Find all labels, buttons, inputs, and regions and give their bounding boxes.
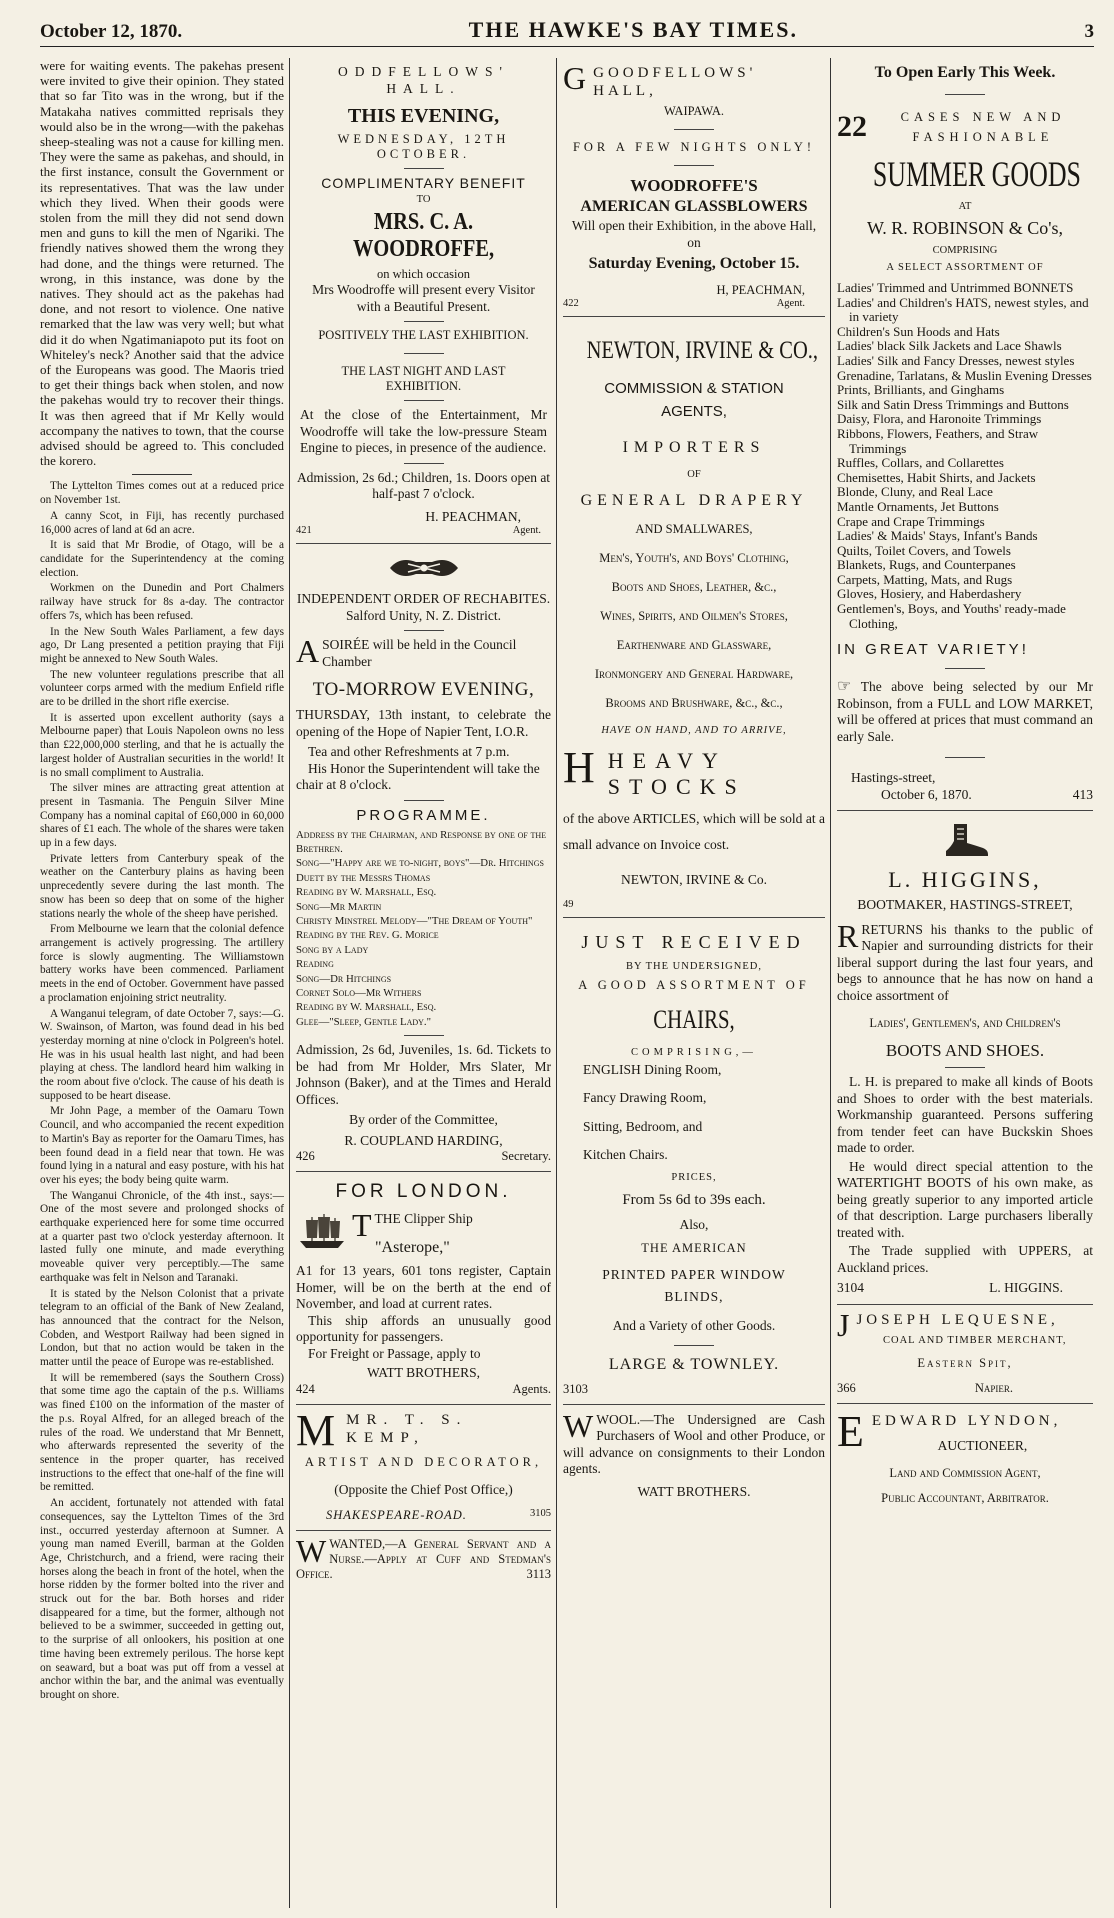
- ad-heading: THIS EVENING,: [347, 105, 500, 127]
- ad-number: 413: [1072, 786, 1093, 802]
- ad-date: Saturday Evening, October 15.: [588, 255, 800, 272]
- ad-text: Admission, 2s 6d, Juveniles, 1s. 6d. Tickets to be had from Mr Holder, Mrs Slater, Mr Johnson (Baker), and at the Times and Herald Offices.: [296, 1042, 551, 1107]
- divider: [404, 168, 444, 169]
- ad-number: 3103: [563, 1381, 588, 1396]
- ad-text: (Opposite the Chief Post Office,): [334, 1481, 513, 1497]
- ad-text: Public Accountant, Arbitrator.: [881, 1491, 1049, 1506]
- ad-text: on which occasion: [376, 267, 471, 281]
- programme-item: Glee—"Sleep, Gentle Lady.": [296, 1015, 432, 1028]
- goods-line: Ironmongery and General Hardware,: [594, 667, 794, 681]
- chairs-line: Fancy Drawing Room,: [583, 1090, 707, 1105]
- goods-item: Silk and Satin Dress Trimmings and Buttons: [837, 396, 1069, 412]
- ad-text: POSITIVELY THE LAST EXHIBITION.: [318, 328, 529, 342]
- ad-text: HAVE ON HAND, AND TO ARRIVE,: [601, 725, 787, 736]
- divider: [945, 668, 985, 669]
- ad-title: EDWARD LYNDON,: [871, 1412, 1062, 1429]
- goods-item: Ladies' black Silk Jackets and Lace Shawls: [837, 338, 1062, 354]
- programme-item: Song—"Happy are we to-night, boys"—Dr. Hitchings: [296, 857, 544, 870]
- programme-heading: PROGRAMME.: [356, 806, 491, 824]
- ad-text: A SELECT ASSORTMENT OF: [886, 262, 1044, 273]
- divider: [404, 463, 444, 464]
- ad-text: SOIRÉE will be held in the Council Chamber: [322, 637, 517, 669]
- news-item: An accident, fortunately not attended with fatal consequences, say the Lyttelton Times of the 3rd inst., occurred yesterday afternoon at Sumner. A young man named Everill, barman at the Golden Age, Christchurch, and a friend, were racing their horses along the beach in front of the hotel, when the horse ridden by the former bolted into the river and struck out for the bar. Both horses and rider disappeared for a time, but the former, although not believed to be a swimmer, succeeded in getting out, to the surprise of all onlookers, his position at one time having been extremely perilous. The horse kept on seaward, but a boat was put off from a vessel at anchor within the bar, and the animal was eventually brought on shore.: [40, 1497, 284, 1701]
- ad-text: PRICES,: [671, 1171, 717, 1183]
- goods-item: Blonde, Cluny, and Real Lace: [837, 484, 993, 500]
- programme-item: Duett by the Messrs Thomas: [296, 871, 431, 884]
- goods-item: Quilts, Toilet Covers, and Towels: [837, 542, 1011, 558]
- ad-text: ARTIST AND DECORATOR,: [304, 1454, 543, 1469]
- programme-item: Song by a Lady: [296, 943, 369, 956]
- ad-heading: GENERAL DRAPERY: [580, 492, 808, 509]
- goods-item: Ribbons, Flowers, Feathers, and Straw Trimmings: [837, 425, 1039, 456]
- ad-text: PRINTED PAPER WINDOW BLINDS,: [602, 1267, 786, 1304]
- programme-item: Cornet Solo—Mr Withers: [296, 986, 422, 999]
- column-rule: [830, 58, 831, 1908]
- news-lead-paragraph: were for waiting events. The pakehas present were invited to give their opinion. They stated that so far Tito was in the wrong, but if the Matakaha natives committed reprisals they would also be in the wrong—with the pakehas sheep-stealing was not a cause for killing men. They were the same as pakehas, and should, in the first instance, consult the Government or its representatives. That was the law under which they lived. When their goods were stolen from the mill they did not send down men and guns to kill the men of Ngariki. The friendly natives showed them the wrong they had done, and the things were returned. The wrong, in this instance, was done by the natives. They should act as the pakehas had done, and not resort to violence. One native remarked that the law was very well; but what did it do when Ngatimaniapoto put its foot on Whiteley's neck? Another said that the advice of the Europeans was good. The Maoris tried to get their things back when stolen, and now the pakehas would try to recover their things. It was then agreed that if Mr Kelly would accompany the natives to town, that the course advised should be agreed to. This concluded the korero.: [40, 58, 284, 469]
- goods-item: Ladies' and Children's HATS, newest styles, and in variety: [837, 294, 1089, 325]
- divider: [404, 800, 444, 801]
- ad-text: Mrs Woodroffe will present every Visitor with a Beautiful Present.: [312, 282, 535, 314]
- ad-text: FOR A FEW NIGHTS ONLY!: [572, 140, 816, 154]
- wanted-ad: WWANTED,—A General Servant and a Nurse.—Apply at Cuff and Stedman's Office. 3113: [296, 1533, 551, 1582]
- ad-subtitle: Salford Unity, N. Z. District.: [345, 607, 502, 623]
- ad-heading: WOODROFFE'S: [630, 176, 758, 195]
- goods-list: [563, 522, 825, 711]
- programme-item: Reading by W. Marshall, Esq.: [296, 886, 437, 899]
- divider: [674, 1345, 714, 1346]
- ad-heading: AMERICAN GLASSBLOWERS: [580, 198, 808, 215]
- divider: [674, 129, 714, 130]
- ad-text: AT: [958, 201, 972, 212]
- goods-line: Boots and Shoes, Leather, &c.,: [611, 580, 777, 594]
- news-item: It is said that Mr Brodie, of Otago, will be a candidate for the Superintendency at the coming election.: [40, 539, 284, 579]
- programme-list: [296, 828, 551, 1030]
- goods-item: Ladies' Trimmed and Untrimmed BONNETS: [837, 280, 1074, 295]
- issue-date: October 12, 1870.: [40, 21, 183, 42]
- ad-text: RETURNS his thanks to the public of Napier and surrounding districts for their liberal support during the last four years, and begs to announce that he has now on hand a choice assortment of: [837, 921, 1093, 1003]
- ad-text: And a Variety of other Goods.: [612, 1318, 776, 1333]
- news-item: It will be remembered (says the Southern Cross) that some time ago the captain of the p.s. Williams was fined £100 on the information of the master of the p.s. Royal Alfred, for an alleged breach of the rules of the road. We understand that Mr Bennett, who afterwards represented the severity of the sentence in the proper quarter, has received instructions to the effect that one-half of the fine will be remitted.: [40, 1371, 284, 1494]
- ad-text: Eastern Spit,: [917, 1355, 1013, 1370]
- divider: [945, 757, 985, 758]
- ad-role: Agent.: [512, 525, 541, 536]
- cases-count: 22: [837, 110, 867, 143]
- ad-title: INDEPENDENT ORDER OF RECHABITES.: [296, 591, 551, 606]
- goods-item: Mantle Ornaments, Jet Buttons: [837, 498, 999, 514]
- ad-text: SHAKESPEARE-ROAD.: [326, 1508, 467, 1523]
- ad-title: FOR LONDON.: [335, 1181, 512, 1203]
- divider: [404, 400, 444, 401]
- goods-item: Daisy, Flora, and Haronoite Trimmings: [837, 411, 1042, 427]
- ad-signer: NEWTON, IRVINE & Co.: [620, 872, 768, 887]
- news-item: Mr John Page, a member of the Oamaru Town Council, and who accompanied the recent expedition to Martin's Bay as reporter for the Oamaru Times, has been found dead in a field near that town. He was found lying in a natural and easy posture, with his hat over his eyes; the body being quite warm.: [40, 1105, 284, 1186]
- ad-text: Also,: [679, 1216, 709, 1232]
- divider: [132, 474, 192, 475]
- divider: [945, 94, 985, 95]
- lyndon-ad: EEDWARD LYNDON, AUCTIONEER, Land and Commission Agent, Public Accountant, Arbitrator.: [837, 1404, 1093, 1507]
- goods-item: Ladies' Silk and Fancy Dresses, newest styles: [837, 352, 1075, 368]
- goods-line: Men's, Youth's, and Boys' Clothing,: [599, 551, 789, 565]
- ad-signer: L. HIGGINS.: [989, 1280, 1063, 1296]
- programme-item: Song—Dr Hitchings: [296, 972, 392, 985]
- ad-text: WANTED,—A General Servant and a Nurse.—Apply at Cuff and Stedman's Office.: [296, 1537, 551, 1582]
- ad-text: THURSDAY, 13th instant, to celebrate the opening of the Hope of Napier Tent, I.O.R.: [296, 707, 551, 739]
- ad-title: JOSEPH LEQUESNE,: [856, 1311, 1059, 1328]
- ad-subtitle: BOOTMAKER, HASTINGS-STREET,: [857, 897, 1073, 913]
- goods-item: Gentlemen's, Boys, and Youths' ready-made Clothing,: [837, 601, 1066, 631]
- news-item: It is asserted upon excellent authority (says a Melbourne paper) that Louis Napoleon owns no less than £22,000,000 sterling, and that he is actually the largest holder of Australian securities in the world! It is no small compliment to Australia.: [40, 711, 284, 779]
- ad-text: This ship affords an unusually good opportunity for passengers.: [296, 1312, 551, 1345]
- ad-heading: IN GREAT VARIETY!: [837, 641, 1029, 659]
- programme-item: Reading by W. Marshall, Esq.: [296, 1001, 437, 1014]
- ad-heading: SUMMER GOODS: [872, 154, 1081, 194]
- ad-subtitle: COMMISSION & STATION AGENTS,: [604, 380, 784, 420]
- programme-item: Christy Minstrel Melody—"The Dream of Youth": [296, 914, 533, 927]
- news-item: In the New South Wales Parliament, a few days ago, Dr Lang presented a petition praying that Fiji might be annexed to New South Wales.: [40, 625, 284, 665]
- ad-text: THE Clipper Ship: [374, 1211, 473, 1227]
- programme-item: Address by the Chairman, and Response by one of the Brethren.: [296, 828, 547, 855]
- programme-item: Reading: [296, 958, 334, 971]
- ad-signer: WATT BROTHERS.: [637, 1483, 751, 1499]
- goods-item: Children's Sun Hoods and Hats: [837, 323, 1000, 339]
- ad-text: At the close of the Entertainment, Mr Woodroffe will take the low-pressure Steam Engine to pieces, in presence of the audience.: [300, 407, 547, 455]
- ship-name: "Asterope,": [374, 1239, 450, 1257]
- ad-text: His Honor the Superintendent will take the chair at 8 o'clock.: [296, 760, 540, 792]
- wool-ad: WWOOL.—The Undersigned are Cash Purchasers of Wool and other Produce, or will advance on consignments to their London agents. WATT BROTHERS.: [563, 1407, 825, 1499]
- ad-heading: IMPORTERS: [622, 439, 766, 456]
- lequesne-ad: JJOSEPH LEQUESNE, COAL AND TIMBER MERCHANT, Eastern Spit, 366 Napier.: [837, 1305, 1093, 1404]
- goods-item: Gloves, Hosiery, and Haberdashery: [837, 586, 1022, 602]
- chairs-line: Sitting, Bedroom, and: [583, 1118, 703, 1134]
- page-number: 3: [1084, 21, 1094, 42]
- goods-item: Crape and Crape Trimmings: [837, 513, 985, 529]
- goods-item: Chemisettes, Habit Shirts, and Jackets: [837, 469, 1036, 485]
- news-item: A canny Scot, in Fiji, has recently purchased 16,000 acres of land at 6d an acre.: [40, 509, 284, 536]
- divider: [404, 353, 444, 354]
- ad-signer: H, PEACHMAN,: [716, 283, 805, 297]
- divider: [945, 1067, 985, 1068]
- divider: [404, 321, 444, 322]
- ad-number: 49: [563, 898, 574, 910]
- rechabites-ad: INDEPENDENT ORDER OF RECHABITES. Salford Unity, N. Z. District. ASOIRÉE will be held in the Council Chamber TO-MORROW EVENING, THURSDAY, 13th instant, to celebrate the opening of the Hope of Napier Tent, I.O.R. Tea and other Refreshments at 7 p.m. His Honor the Superintendent will take the chair at 8 o'clock. PROGRAMME. Address by the Chairman, and Response by one of the Brethren. Song—"Happy are we to-night, boys"—Dr. Hitchings Duett by the Messrs Thomas Reading by W. Marshall, Esq. Song—Mr Martin Christy Minstrel Melody—"The Dream of Youth" Reading by the Rev. G. Morice Song by a Lady Reading Song—Dr Hitchings Cornet Solo—Mr Withers Reading by W. Marshall, Esq. Glee—"Sleep, Gentle Lady." Admission, 2s 6d, Juveniles, 1s. 6d. Tickets to be had from Mr Holder, Mrs Slater, Mr Johnson (Baker), and at the Times and Herald Offices. By order of the Committee, R. COUPLAND HARDING, 426 Secretary.: [296, 544, 551, 1172]
- ad-title: MR. T. S. KEMP,: [346, 1411, 468, 1446]
- ad-text: L. H. is prepared to make all kinds of Boots and Shoes to order with the best materials. Workmanship guaranteed. Persons suffering from tender feet can have Buckskin Shoes made to order.: [837, 1074, 1093, 1156]
- ad-heading: TO-MORROW EVENING,: [312, 679, 535, 700]
- paper-title: THE HAWKE'S BAY TIMES.: [468, 17, 798, 42]
- masthead: [40, 12, 1094, 47]
- ad-firm: W. R. ROBINSON & Co's,: [866, 218, 1064, 238]
- ad-subtitle: CASES NEW AND FASHIONABLE: [900, 110, 1066, 144]
- programme-item: Song—Mr Martin: [296, 900, 382, 913]
- ad-number: 3104: [837, 1280, 864, 1296]
- ad-title: NEWTON, IRVINE & CO.,: [586, 337, 819, 364]
- ad-text: COMPRISING: [932, 245, 998, 256]
- chairs-line: ENGLISH Dining Room,: [583, 1061, 722, 1077]
- ad-text: Tea and other Refreshments at 7 p.m.: [308, 744, 510, 759]
- oddfellows-ad: [296, 58, 551, 544]
- news-item: A Wanganui telegram, of date October 7, says:—G. W. Swainson, of Marton, was found dead in his bed yesterday morning at nine o'clock in Polgreen's hotel. He was in his usual health last night, and had been playing at chess. The landlord heard him walking in the room about five o'clock. The cause of his death is supposed to be heart disease.: [40, 1007, 284, 1102]
- ad-text: AUCTIONEER,: [937, 1437, 1028, 1453]
- goods-item: Ruffles, Collars, and Collarettes: [837, 455, 1004, 471]
- ad-text: A GOOD ASSORTMENT OF: [578, 977, 810, 992]
- robinson-ad: [837, 58, 1093, 811]
- ad-text: He would direct special attention to the WATERTIGHT BOOTS of his own make, as being greatly superior to any imported article of that description. Large purchasers liberally treated with.: [837, 1158, 1093, 1240]
- ad-text: COMPRISING,—: [631, 1046, 757, 1058]
- higgins-ad: L. HIGGINS, BOOTMAKER, HASTINGS-STREET, RRETURNS his thanks to the public of Napier and surrounding districts for their liberal support during the last four years, and begs to announce that he has now on hand a choice assortment of Ladies', Gentlemen's, and Children's BOOTS AND SHOES. L. H. is prepared to make all kinds of Boots and Shoes to order with the best materials. Workmanship guaranteed. Persons suffering from tender feet can have Buckskin Shoes made to order. He would direct special attention to the WATERTIGHT BOOTS of his own make, as being greatly superior to any imported article of that description. Large purchasers liberally treated with. The Trade supplied with UPPERS, at Auckland prices. 3104 L. HIGGINS.: [837, 811, 1093, 1305]
- ad-number: 3113: [526, 1567, 551, 1582]
- ad-text: From 5s 6d to 39s each.: [622, 1191, 766, 1208]
- ad-text: The Trade supplied with UPPERS, at Auckland prices.: [837, 1243, 1093, 1275]
- goods-line: Earthenware and Glassware,: [616, 638, 772, 652]
- clasped-hands-icon: [386, 550, 462, 586]
- ad-signer: H. PEACHMAN,: [425, 508, 521, 524]
- ad-text: COAL AND TIMBER MERCHANT,: [882, 1334, 1067, 1346]
- news-column: [40, 58, 284, 1910]
- ad-text: For Freight or Passage, apply to: [308, 1345, 481, 1361]
- news-items: [40, 480, 284, 1702]
- goods-line: Wines, Spirits, and Oilmen's Stores,: [600, 609, 788, 623]
- ad-column-2: [296, 58, 551, 1910]
- kemp-ad: MMR. T. S. KEMP, ARTIST AND DECORATOR, (Opposite the Chief Post Office,) SHAKESPEARE-ROAD. 3105: [296, 1405, 551, 1532]
- sailing-ship-icon: [296, 1211, 348, 1251]
- goods-item: Prints, Brilliants, and Ginghams: [837, 382, 1005, 398]
- news-item: Workmen on the Dunedin and Port Chalmers railway have struck for 8s a-day. The contractor offers 7s, which has been refused.: [40, 582, 284, 622]
- ad-text: TO: [416, 194, 431, 205]
- ad-number: 3105: [530, 1508, 551, 1520]
- ad-title: L. HIGGINS,: [888, 867, 1042, 893]
- ad-signer: WATT BROTHERS,: [366, 1365, 480, 1381]
- news-item: The Lyttelton Times comes out at a reduced price on November 1st.: [40, 480, 284, 507]
- goods-item: Blankets, Rugs, and Counterpanes: [837, 557, 1016, 573]
- ad-text: Land and Commission Agent,: [889, 1466, 1041, 1481]
- ad-column-4: [837, 58, 1093, 1910]
- ad-title: GOODFELLOWS' HALL,: [593, 65, 757, 99]
- news-item: It is stated by the Nelson Colonist that a private telegram to an official of the Bank of New Zealand, has announced that the contract for the Nelson, Cobden, and Westport Railway had been signed in London, but that no action would be taken in the matter until the peace of Europe was re-established.: [40, 1287, 284, 1369]
- ad-number: 426: [296, 1149, 315, 1164]
- ad-column-3: [563, 58, 825, 1910]
- news-item: The Wanganui Chronicle, of the 4th inst., says:—One of the most severe and prolonged shocks of earthquake experienced here for some time occurred at a quarter past two o'clock yesterday afternoon. It lasted fully one minute, and made everything moveable quiver very perceptibly.—The same earthquake was felt in Nelson and Taranaki.: [40, 1189, 284, 1284]
- goods-item: Carpets, Matting, Mats, and Rugs: [837, 571, 1013, 587]
- ad-text: A1 for 13 years, 601 tons register, Captain Homer, will be on the berth at the end of November, and load at current rates.: [296, 1263, 551, 1312]
- ad-text: of the above ARTICLES, which will be sold at a small advance on Invoice cost.: [563, 811, 825, 852]
- ad-name: MRS. C. A. WOODROFFE,: [352, 209, 495, 262]
- column-rule: [289, 58, 290, 1908]
- news-item: From Melbourne we learn that the colonial defence arrangement is actively progressing. The artillery force is slowly augmenting. The Williamstown battery works have been commenced. Parliament meets in the end of October. Government have passed a proclamation enjoining strict neutrality.: [40, 923, 284, 1004]
- chairs-ad: [563, 918, 825, 1405]
- ad-subtitle: COMPLIMENTARY BENEFIT: [321, 175, 526, 191]
- ad-text: Napier.: [974, 1380, 1013, 1395]
- ad-subtitle: WAIPAWA.: [664, 104, 724, 118]
- chairs-list: [563, 1062, 825, 1164]
- ad-signer: LARGE & TOWNLEY.: [608, 1355, 780, 1373]
- ad-title: ODDFELLOWS' HALL.: [338, 64, 509, 96]
- ad-heading: CHAIRS,: [653, 1004, 735, 1034]
- programme-item: Reading by the Rev. G. Morice: [296, 929, 439, 942]
- ad-date: October 6, 1870.: [881, 786, 972, 802]
- goodfellows-ad: GGOODFELLOWS' HALL, WAIPAWA. FOR A FEW NIGHTS ONLY! WOODROFFE'S AMERICAN GLASSBLOWERS Will open their Exhibition, in the above Hall, on Saturday Evening, October 15. H, PEACHMAN, 422 Agent.: [563, 58, 825, 317]
- ad-title: JUST RECEIVED: [581, 931, 807, 952]
- ad-role: Agent.: [776, 298, 805, 309]
- ad-text: BY THE UNDERSIGNED,: [626, 960, 762, 972]
- london-ship-ad: FOR LONDON. TTHE Clipper Ship "Asterope," A1 for 13 years, 601 tons register, Captain Homer, will be on the berth at the end of November, and load at current rates. This ship affords an unusually good opportunity for passengers. For Freight or Passage, apply to WATT BROTHERS, 424 Agents.: [296, 1172, 551, 1405]
- goods-item: Ladies' & Maids' Stays, Infant's Bands: [837, 528, 1038, 544]
- divider: [404, 630, 444, 631]
- boot-icon: [940, 821, 990, 859]
- ad-date: WEDNESDAY, 12TH OCTOBER.: [337, 132, 510, 161]
- ad-number: 424: [296, 1381, 315, 1396]
- ad-text: WOOL.—The Undersigned are Cash Purchasers of Wool and other Produce, or will advance on consignments to their London agents.: [563, 1411, 825, 1476]
- ad-signer: R. COUPLAND HARDING,: [344, 1132, 503, 1148]
- divider: [404, 1035, 444, 1036]
- column-rule: [556, 58, 557, 1908]
- ad-text: THE AMERICAN: [641, 1241, 747, 1255]
- ad-text: Hastings-street,: [851, 770, 936, 786]
- ad-text: Will open their Exhibition, in the above Hall, on: [571, 218, 817, 250]
- ad-text: OF: [687, 469, 701, 480]
- ad-text: Ladies', Gentlemen's, and Children's: [869, 1016, 1061, 1031]
- ad-number: 366: [837, 1380, 856, 1395]
- ad-text: By order of the Committee,: [349, 1112, 498, 1128]
- ad-heading: BOOTS AND SHOES.: [885, 1041, 1045, 1061]
- ad-title: To Open Early This Week.: [874, 64, 1056, 81]
- ad-role: Agents.: [512, 1381, 551, 1396]
- ad-heading: HEAVY STOCKS: [607, 748, 746, 799]
- chairs-line: Kitchen Chairs.: [583, 1147, 668, 1162]
- goods-line: Brooms and Brushware, &c., &c.,: [605, 696, 783, 710]
- ad-text: Admission, 2s 6d.; Children, 1s. Doors open at half-past 7 o'clock.: [296, 469, 551, 501]
- ad-number: 422: [563, 298, 579, 309]
- news-item: Private letters from Canterbury speak of the weather on the Canterbury plains as having been unprecedently severe during the last month. The snow has been so deep that on some of the higher stations nearly the whole of the sheep have perished.: [40, 852, 284, 920]
- goods-item: Grenadine, Tarlatans, & Muslin Evening Dresses: [837, 367, 1092, 383]
- ad-text: The above being selected by our Mr Robinson, from a FULL and LOW MARKET, will be offered at prices that must command an early Sale.: [837, 679, 1093, 744]
- divider: [674, 165, 714, 166]
- ad-text: THE LAST NIGHT AND LAST EXHIBITION.: [341, 364, 506, 393]
- news-item: The silver mines are attracting great attention at present in Tasmania. The Penguin Silver Mine Company has a nominal capital of £60,000 in 60,000 shares of £1 each. The whole of the shares were taken up in a few days.: [40, 782, 284, 850]
- goods-line: AND SMALLWARES,: [635, 522, 753, 536]
- ad-role: Secretary.: [501, 1149, 551, 1164]
- newton-irvine-ad: NEWTON, IRVINE & CO., COMMISSION & STATION AGENTS, IMPORTERS OF GENERAL DRAPERY AND SMALLWARES, Men's, Youth's, and Boys' Clothing, Boots and Shoes, Leather, &c., Wines, Spirits, and Oilmen's Stores, Earthenware and Glassware, Ironmongery and General Hardware, Brooms and Brushware, &c., &c., HAVE ON HAND, AND TO ARRIVE, HHEAVY STOCKS of the above ARTICLES, which will be sold at a small advance on Invoice cost. NEWTON, IRVINE & Co. 49: [563, 317, 825, 918]
- goods-list: [837, 281, 1093, 631]
- pointing-hand-icon: ☞: [837, 678, 852, 696]
- ad-number: 421: [296, 525, 312, 536]
- news-item: The new volunteer regulations prescribe that all volunteer corps armed with the medium Enfield rifle are to be drilled in the short rifle exercise.: [40, 668, 284, 709]
